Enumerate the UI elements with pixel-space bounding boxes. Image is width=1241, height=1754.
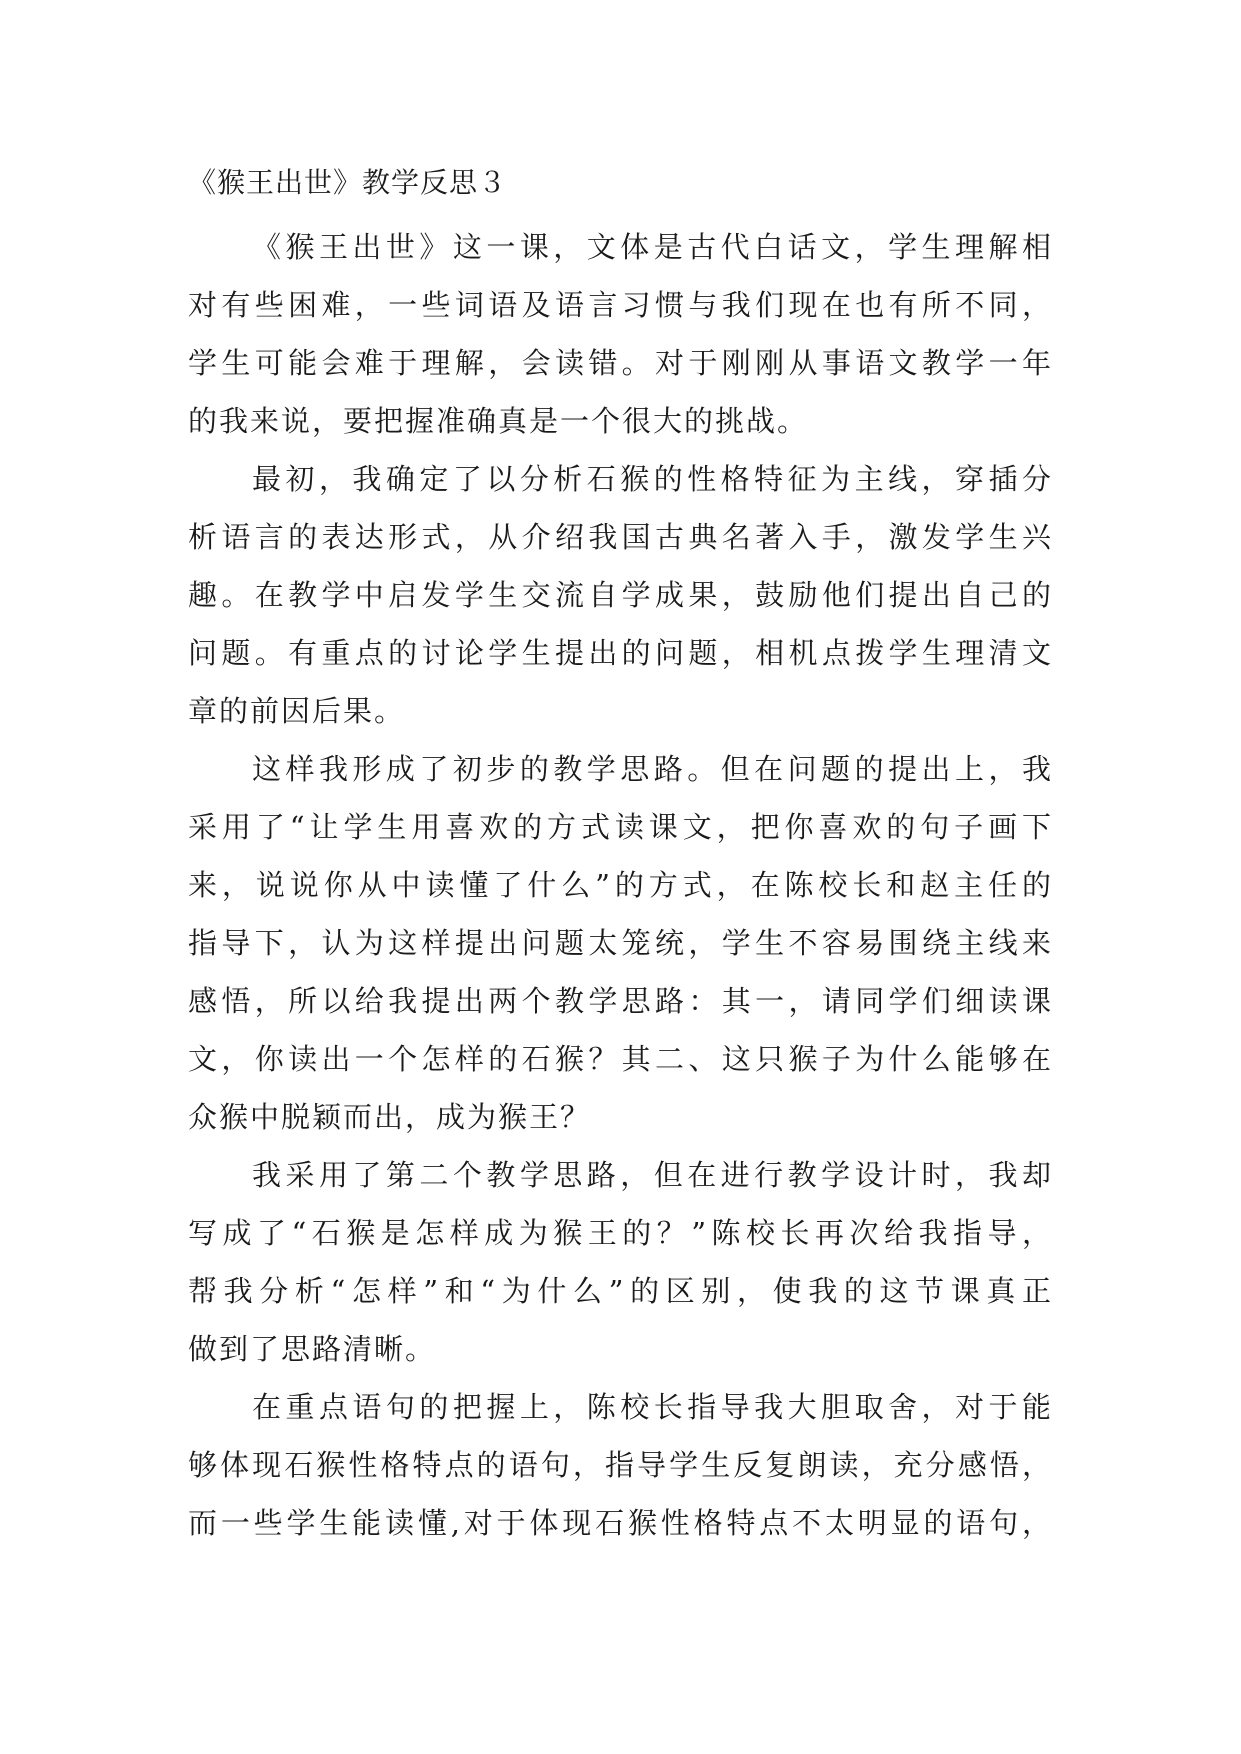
text-line: 做到了思路清晰。 [188, 1332, 437, 1366]
text-line: 指导下，认为这样提出问题太笼统，学生不容易围绕主线来 [188, 926, 1053, 960]
text-line: 问题。有重点的讨论学生提出的问题，相机点拨学生理清文 [188, 636, 1053, 670]
text-line: 最初，我确定了以分析石猴的性格特征为主线，穿插分 [252, 462, 1053, 496]
text-line: 对有些困难，一些词语及语言习惯与我们现在也有所不同， [188, 288, 1053, 322]
text-line: 章的前因后果。 [188, 694, 406, 728]
text-line: 而一些学生能读懂,对于体现石猴性格特点不太明显的语句， [188, 1506, 1053, 1540]
text-line: 析语言的表达形式，从介绍我国古典名著入手，激发学生兴 [188, 520, 1053, 554]
text-line: 来，说说你从中读懂了什么”的方式，在陈校长和赵主任的 [188, 868, 1053, 902]
text-line: 这样我形成了初步的教学思路。但在问题的提出上，我 [252, 752, 1053, 786]
text-line: 在重点语句的把握上，陈校长指导我大胆取舍，对于能 [252, 1390, 1053, 1424]
text-line: 帮我分析“怎样”和“为什么”的区别，使我的这节课真正 [188, 1274, 1053, 1308]
text-line: 众猴中脱颖而出，成为猴王？ [188, 1100, 592, 1134]
text-line: 感悟，所以给我提出两个教学思路：其一，请同学们细读课 [188, 984, 1053, 1018]
text-line: 的我来说，要把握准确真是一个很大的挑战。 [188, 404, 809, 438]
text-line: 我采用了第二个教学思路，但在进行教学设计时，我却 [252, 1158, 1053, 1192]
text-line: 学生可能会难于理解，会读错。对于刚刚从事语文教学一年 [188, 346, 1053, 380]
text-line: 写成了“石猴是怎样成为猴王的？”陈校长再次给我指导， [188, 1216, 1053, 1250]
text-line: 够体现石猴性格特点的语句，指导学生反复朗读，充分感悟， [188, 1448, 1053, 1482]
document-body [188, 218, 1053, 1552]
text-line: 文，你读出一个怎样的石猴？其二、这只猴子为什么能够在 [188, 1042, 1053, 1076]
text-line: 《猴王出世》这一课，文体是古代白话文，学生理解相 [252, 230, 1053, 264]
text-line: 趣。在教学中启发学生交流自学成果，鼓励他们提出自己的 [188, 578, 1053, 612]
document-title: 《猴王出世》教学反思３ [188, 166, 508, 199]
text-line: 采用了“让学生用喜欢的方式读课文，把你喜欢的句子画下 [188, 810, 1053, 844]
